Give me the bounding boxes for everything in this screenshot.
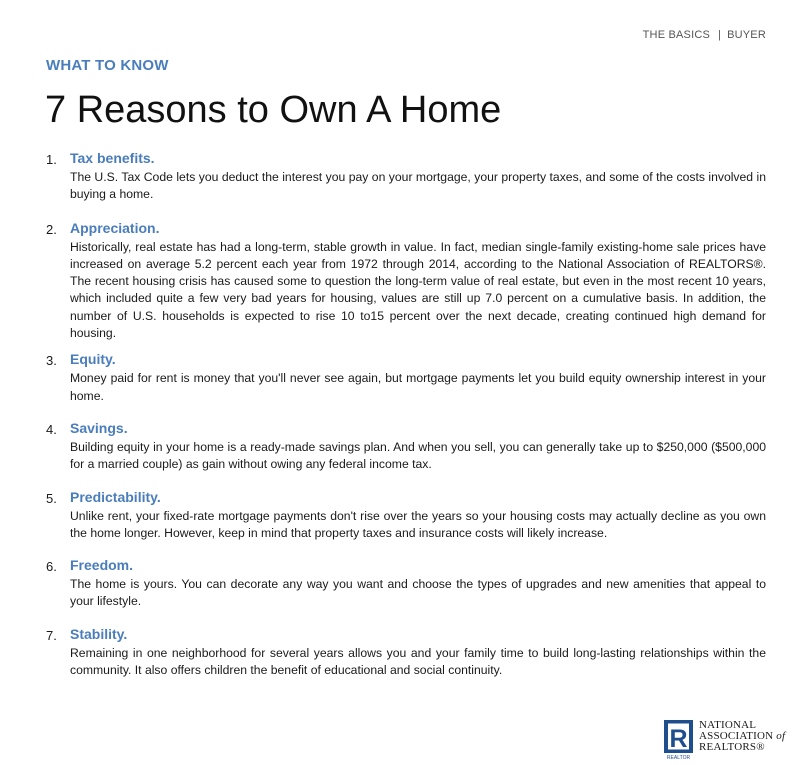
reason-heading: Predictability.	[70, 488, 161, 505]
logo-word-of: of	[776, 730, 786, 742]
reason-body: Building equity in your home is a ready-made savings plan. And when you sell, you can generally take up to $250,000 ($500,000 for a married couple) as gain without owing any federal income tax.	[70, 439, 766, 472]
reason-body: Unlike rent, your fixed-rate mortgage payments don't rise over the years so your housing costs may actually decline as you own the home longer. However, keep in mind that property taxes and insurance costs will likely increase.	[70, 508, 766, 540]
reason-heading: Appreciation.	[70, 219, 160, 236]
logo-line-national: NATIONAL	[699, 719, 757, 731]
reason-heading: Stability.	[70, 625, 128, 642]
kicker: WHAT TO KNOW	[46, 57, 169, 74]
header-tag	[643, 29, 766, 41]
reason-item	[46, 351, 766, 405]
logo-wordmark	[699, 720, 785, 753]
page-title: 7 Reasons to Own A Home	[45, 89, 502, 131]
reason-number: 1.	[46, 152, 57, 167]
header-separator: |	[718, 29, 722, 41]
realtor-r-icon	[664, 720, 693, 760]
realtor-r-icon-letter: R	[669, 725, 688, 753]
header-section: THE BASICS	[642, 29, 711, 41]
reason-body: Money paid for rent is money that you'll never see again, but mortgage payments let you build equity ownership interest in your home.	[70, 371, 766, 403]
reason-item	[46, 489, 766, 543]
reason-heading: Freedom.	[70, 557, 134, 574]
reason-heading: Tax benefits.	[70, 150, 155, 166]
reason-number: 4.	[46, 421, 57, 437]
reason-item	[46, 220, 766, 343]
reason-body: Remaining in one neighborhood for several years allows you and your family time to build long-lasting relationships within the community. It also offers children the benefit of educational and social continuity.	[70, 645, 766, 678]
realtor-r-icon-caption: REALTOR	[666, 755, 691, 760]
reasons-list	[46, 150, 766, 679]
reason-body: Historically, real estate has had a long-term, stable growth in value. In fact, median single-family existing-home sale prices have increased on average 5.2 percent each year from 1972 through 2014, according to the National Association of REALTORS®. The recent housing crisis has caused some to question the long-term value of real estate, but even in the most recent 10 years, which included quite a few very bad years for housing, values are still up 7.0 percent on a cumulative basis. In addition, the number of U.S. households is expected to rise 10 to15 percent over the next decade, creating continued high demand for housing.	[70, 239, 766, 341]
reason-number: 6.	[46, 559, 57, 575]
reason-item	[46, 150, 766, 204]
reason-item	[46, 626, 766, 680]
reason-heading: Equity.	[70, 351, 116, 368]
reason-number: 3.	[46, 353, 57, 369]
reason-item	[46, 557, 766, 611]
nar-logo	[664, 720, 800, 760]
logo-line-realtors: REALTORS®	[699, 741, 765, 753]
reason-body: The home is yours. You can decorate any way you want and choose the types of upgrades and new amenities that appeal to your lifestyle.	[70, 577, 766, 609]
reason-number: 2.	[46, 221, 57, 237]
reason-number: 5.	[46, 490, 57, 506]
header-audience: BUYER	[727, 29, 766, 41]
reason-item	[46, 420, 766, 474]
reason-heading: Savings.	[70, 419, 128, 436]
logo-word-association: ASSOCIATION	[699, 730, 774, 742]
reason-body: The U.S. Tax Code lets you deduct the interest you pay on your mortgage, your property taxes, and some of the costs involved in buying a home.	[70, 170, 766, 202]
reason-number: 7.	[46, 627, 57, 643]
